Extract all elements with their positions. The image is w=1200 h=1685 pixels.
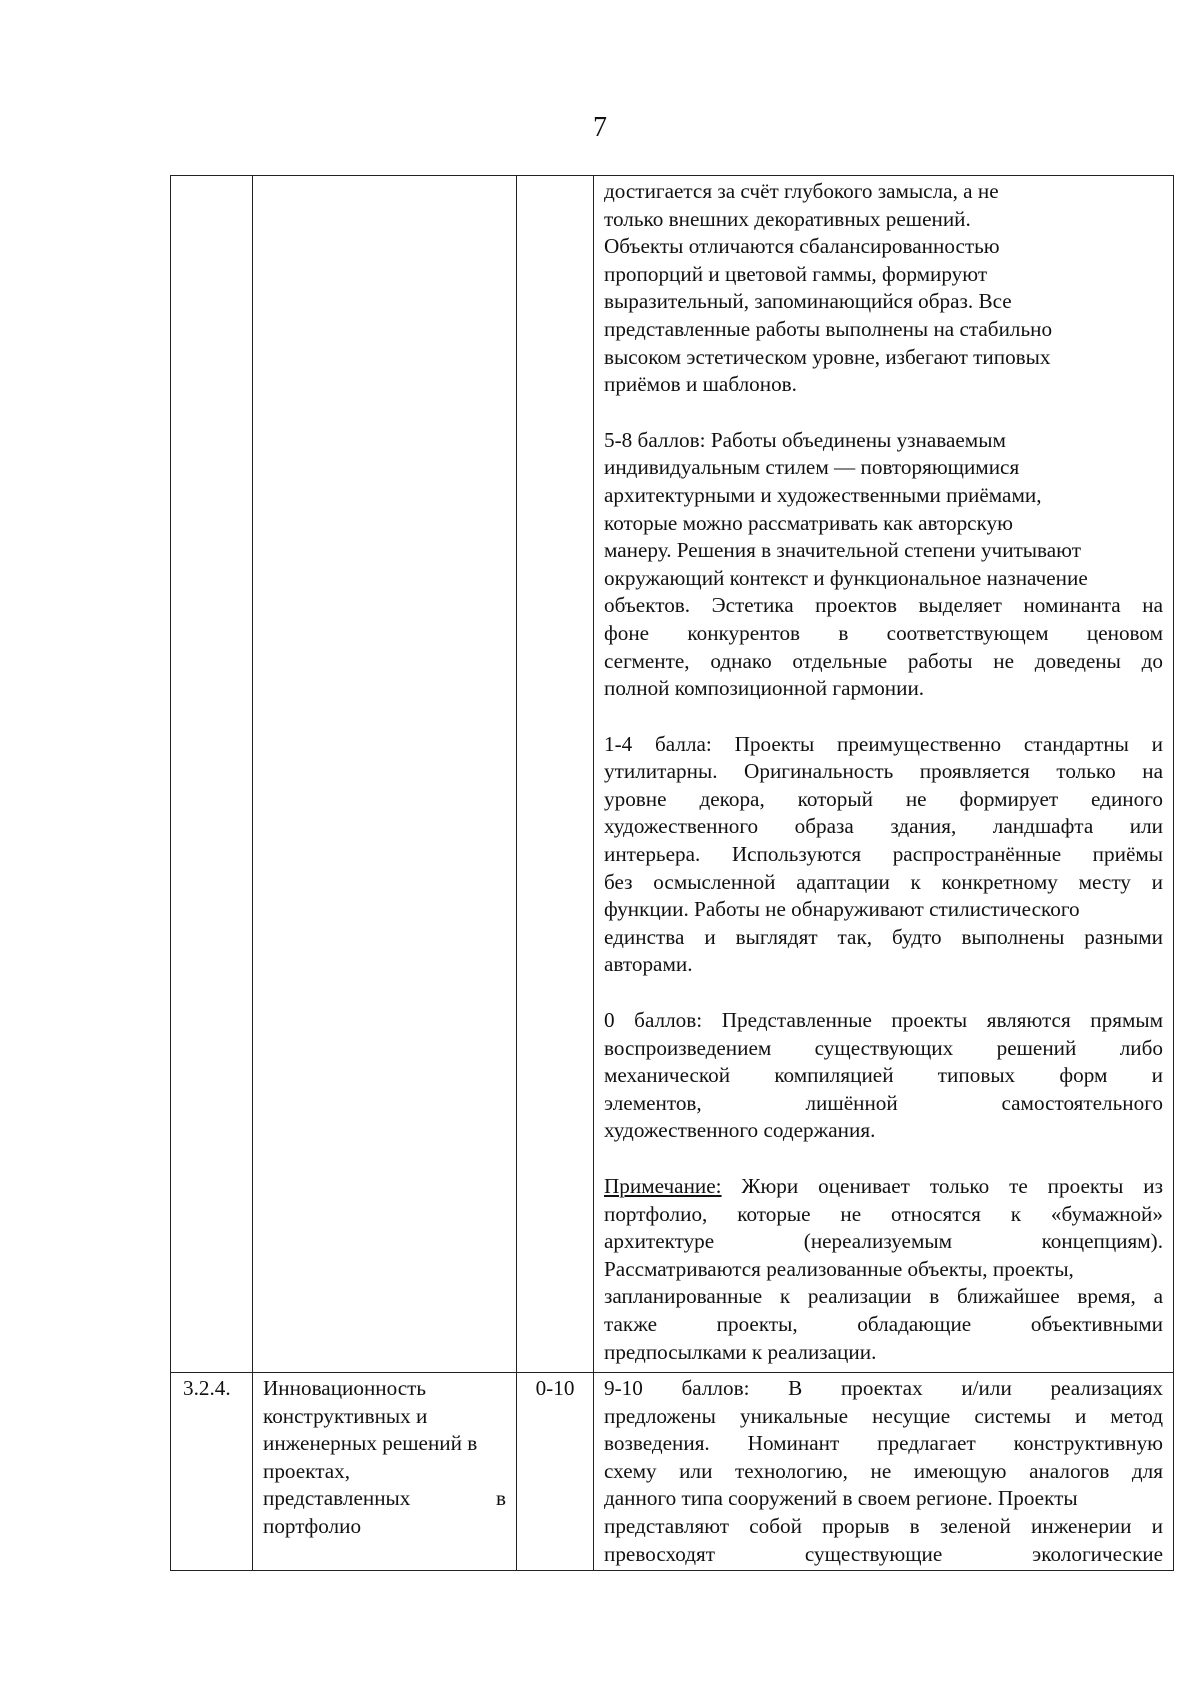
text-line: Примечание: Жюри оценивает только те проекты из <box>604 1174 1163 1198</box>
text-line: которые можно рассматривать как авторскую <box>604 510 1013 535</box>
score-description-block <box>604 178 1163 399</box>
text-line: элементов, лишённой самостоятельного <box>604 1090 1163 1115</box>
text-line: схему или технологию, не имеющую аналогов для <box>604 1458 1163 1483</box>
table-row <box>171 1373 1174 1571</box>
text-line: механической компиляцией типовых форм и <box>604 1063 1163 1088</box>
criteria-table <box>170 175 1174 1571</box>
text-line: авторами. <box>604 952 693 977</box>
text-line: только внешних декоративных решений. <box>604 206 971 231</box>
text-line: без осмысленной адаптации к конкретному месту и <box>604 869 1163 894</box>
criterion-number-cell <box>171 176 253 1373</box>
description-text <box>594 1373 1173 1568</box>
text-line: индивидуальным стилем — повторяющимися <box>604 455 1020 480</box>
criterion-name <box>253 1373 516 1541</box>
text-line: конструктивных и <box>263 1403 428 1428</box>
text-line: запланированные к реализации в ближайшее время, а <box>604 1284 1163 1309</box>
text-line: выразительный, запоминающийся образ. Все <box>604 289 1012 314</box>
text-line: утилитарны. Оригинальность проявляется только на <box>604 759 1163 784</box>
text-line: 5-8 баллов: Работы объединены узнаваемым <box>604 427 1006 452</box>
text-line: функции. Работы не обнаруживают стилистического <box>604 897 1080 922</box>
text-line: архитектуре (нереализуемым концепциям). <box>604 1229 1163 1254</box>
text-line: полной композиционной гармонии. <box>604 676 925 701</box>
text-line: интерьера. Используются распространённые приёмы <box>604 842 1163 867</box>
score-description-block <box>604 731 1163 979</box>
criterion-number-cell <box>171 1373 253 1571</box>
text-line: проектах, <box>263 1458 351 1483</box>
text-line: высоком эстетическом уровне, избегают типовых <box>604 344 1051 369</box>
description-text <box>594 176 1173 1366</box>
text-line: художественного образа здания, ландшафта или <box>604 814 1163 839</box>
text-line: также проекты, обладающие объективными <box>604 1311 1163 1336</box>
score-range: 0-10 <box>535 1376 575 1400</box>
text-line: портфолио <box>263 1513 362 1538</box>
score-range-cell <box>517 1373 594 1571</box>
text-line: Рассматриваются реализованные объекты, проекты, <box>604 1256 1074 1281</box>
text-line: фоне конкурентов в соответствующем ценовом <box>604 620 1163 645</box>
text-line: архитектурными и художественными приёмами, <box>604 482 1042 507</box>
criterion-description-cell <box>594 176 1174 1373</box>
text-line: достигается за счёт глубокого замысла, а не <box>604 179 999 203</box>
text-line: Объекты отличаются сбалансированностью <box>604 234 1000 259</box>
text-line: уровне декора, который не формирует единого <box>604 786 1163 811</box>
criterion-number: 3.2.4. <box>183 1376 231 1400</box>
score-description-block <box>604 1173 1163 1366</box>
text-line: возведения. Номинант предлагает конструктивную <box>604 1431 1163 1456</box>
text-line: Инновационность <box>263 1376 427 1400</box>
criterion-description-cell <box>594 1373 1174 1571</box>
table-row <box>171 176 1174 1373</box>
text-line: предпосылками к реализации. <box>604 1339 877 1364</box>
text-line: 1-4 балла: Проекты преимущественно стандартны и <box>604 731 1163 756</box>
text-line: единства и выглядят так, будто выполнены разными <box>604 924 1163 949</box>
text-line: инженерных решений в <box>263 1431 478 1456</box>
page-number: 7 <box>593 112 607 143</box>
text-line: сегменте, однако отдельные работы не доведены до <box>604 648 1163 673</box>
text-line: 0 баллов: Представленные проекты являются прямым <box>604 1008 1163 1033</box>
text-line: объектов. Эстетика проектов выделяет номинанта на <box>604 593 1163 618</box>
score-range-cell <box>517 176 594 1373</box>
text-line: манеру. Решения в значительной степени учитывают <box>604 538 1081 563</box>
criterion-name-cell <box>253 1373 517 1571</box>
text-line: данного типа сооружений в своем регионе. Проекты <box>604 1486 1078 1511</box>
text-line: окружающий контекст и функциональное назначение <box>604 565 1088 590</box>
text-line: приёмов и шаблонов. <box>604 372 797 397</box>
text-line: представляют собой прорыв в зеленой инженерии и <box>604 1513 1163 1538</box>
text-line: художественного содержания. <box>604 1118 876 1143</box>
text-line: превосходят существующие экологические <box>604 1541 1163 1566</box>
score-description-block <box>604 1007 1163 1145</box>
note-label: Примечание: <box>604 1174 722 1198</box>
text-line: пропорций и цветовой гаммы, формируют <box>604 261 988 286</box>
text-line: воспроизведением существующих решений либо <box>604 1035 1163 1060</box>
text-line: предложены уникальные несущие системы и метод <box>604 1403 1163 1428</box>
text-line: 9-10 баллов: В проектах и/или реализациях <box>604 1376 1163 1400</box>
text-line: представленных в <box>263 1486 506 1511</box>
text-line: представленные работы выполнены на стабильно <box>604 316 1053 341</box>
criterion-name-cell <box>253 176 517 1373</box>
score-description-block <box>604 427 1163 703</box>
text-line: портфолио, которые не относятся к «бумажной» <box>604 1201 1163 1226</box>
